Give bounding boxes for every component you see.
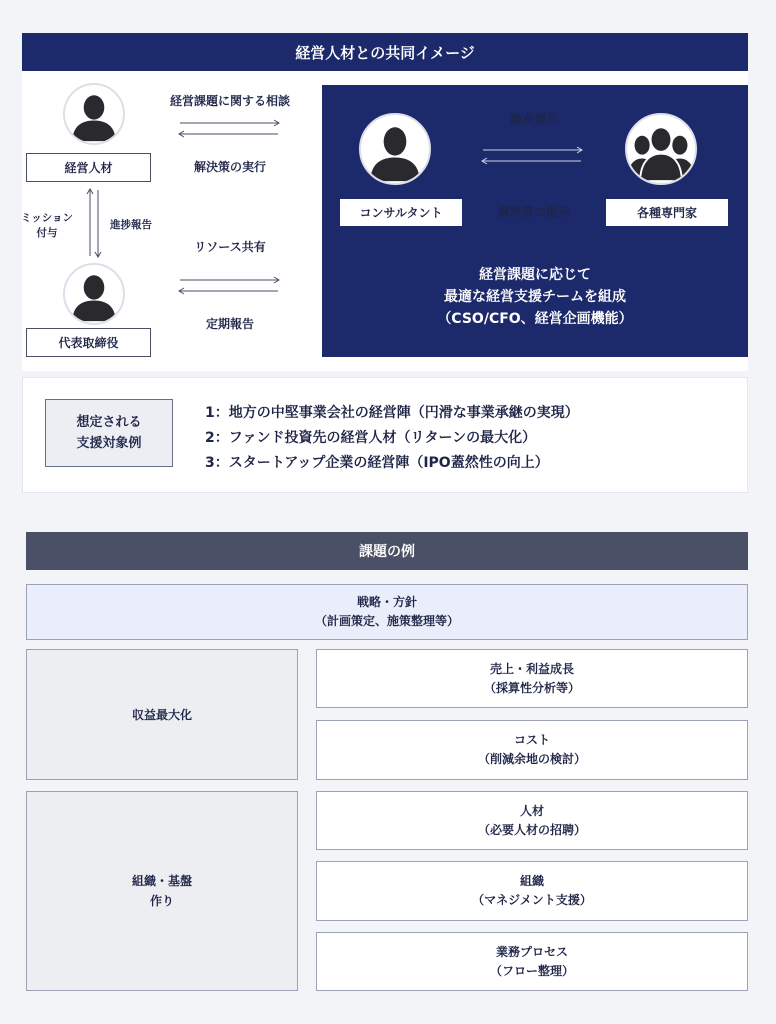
issue-item-line2: （削減余地の検討） bbox=[477, 752, 586, 766]
issue-item-cost bbox=[316, 720, 748, 780]
issue-category-organization bbox=[26, 791, 298, 991]
role-executive: 経営人材 bbox=[26, 153, 151, 182]
support-target-label-line2: 支援対象例 bbox=[76, 436, 142, 451]
issue-item-line1: 業務プロセス bbox=[495, 944, 568, 959]
role-experts: 各種専門家 bbox=[606, 199, 728, 226]
issue-item-line2: （フロー整理） bbox=[489, 963, 574, 978]
list-item: 3：スタートアップ企業の経営陣（IPO蓋然性の向上） bbox=[205, 455, 549, 471]
issue-strategy-line2: （計画策定、施策整理等） bbox=[314, 614, 459, 628]
issue-item-line1: コスト bbox=[513, 733, 550, 747]
list-item: 2：ファンド投資先の経営人材（リターンの最大化） bbox=[205, 430, 537, 446]
mission-label-line2: 付与 bbox=[36, 227, 58, 239]
team-desc-line2: 最適な経営支援チームを組成 bbox=[444, 289, 626, 305]
role-ceo: 代表取締役 bbox=[26, 328, 151, 357]
support-target-list bbox=[205, 401, 735, 476]
resource-share-label: リソース共有 bbox=[194, 240, 266, 254]
bidirectional-arrow-icon bbox=[178, 117, 282, 141]
solution-presentation-label: 解決策の提示 bbox=[497, 205, 570, 219]
issue-item-line2: （マネジメント支援） bbox=[472, 893, 592, 907]
bidirectional-arrow-icon bbox=[178, 274, 282, 298]
issue-item-line1: 人材 bbox=[519, 803, 544, 818]
issue-item-line2: （必要人材の招聘） bbox=[477, 822, 586, 837]
issue-item-process bbox=[316, 932, 748, 991]
support-target-label bbox=[45, 399, 173, 467]
issue-category-line1: 収益最大化 bbox=[131, 707, 192, 722]
issue-strategy-line1: 戦略・方針 bbox=[356, 595, 417, 609]
issue-item-organization bbox=[316, 861, 748, 921]
team-desc-line1: 経営課題に応じて bbox=[479, 267, 591, 283]
issue-item-line1: 組織 bbox=[519, 874, 544, 888]
person-icon bbox=[63, 263, 125, 325]
team-description bbox=[322, 264, 748, 330]
issue-category-line1: 組織・基盤 bbox=[131, 874, 192, 888]
issue-item-talent bbox=[316, 791, 748, 850]
section-title: 経営人材との共同イメージ bbox=[22, 33, 748, 71]
issue-item-sales bbox=[316, 649, 748, 708]
issues-section-title: 課題の例 bbox=[26, 532, 748, 570]
mission-label-line1: ミッション bbox=[20, 212, 74, 224]
list-item: 1：地方の中堅事業会社の経営陣（円滑な事業承継の実現） bbox=[205, 405, 579, 421]
issue-presentation-label: 論点提示 bbox=[509, 112, 558, 126]
issue-category-revenue bbox=[26, 649, 298, 780]
regular-report-label: 定期報告 bbox=[205, 317, 254, 331]
team-desc-line3: （CSO/CFO、経営企画機能） bbox=[437, 311, 633, 327]
support-target-label-line1: 想定される bbox=[76, 415, 142, 430]
issue-item-line1: 売上・利益成長 bbox=[489, 661, 574, 676]
issue-item-line2: （採算性分析等） bbox=[483, 680, 580, 695]
progress-report-label: 進捗報告 bbox=[110, 219, 152, 231]
person-icon bbox=[359, 113, 431, 185]
bidirectional-arrow-icon bbox=[84, 186, 104, 260]
group-icon bbox=[625, 113, 697, 185]
role-consultant: コンサルタント bbox=[340, 199, 462, 226]
execution-label: 解決策の実行 bbox=[193, 160, 266, 174]
issue-strategy bbox=[26, 584, 748, 640]
consultation-label: 経営課題に関する相談 bbox=[169, 94, 290, 108]
issue-category-line2: 作り bbox=[149, 894, 174, 908]
bidirectional-arrow-icon bbox=[481, 144, 585, 168]
person-icon bbox=[63, 83, 125, 145]
